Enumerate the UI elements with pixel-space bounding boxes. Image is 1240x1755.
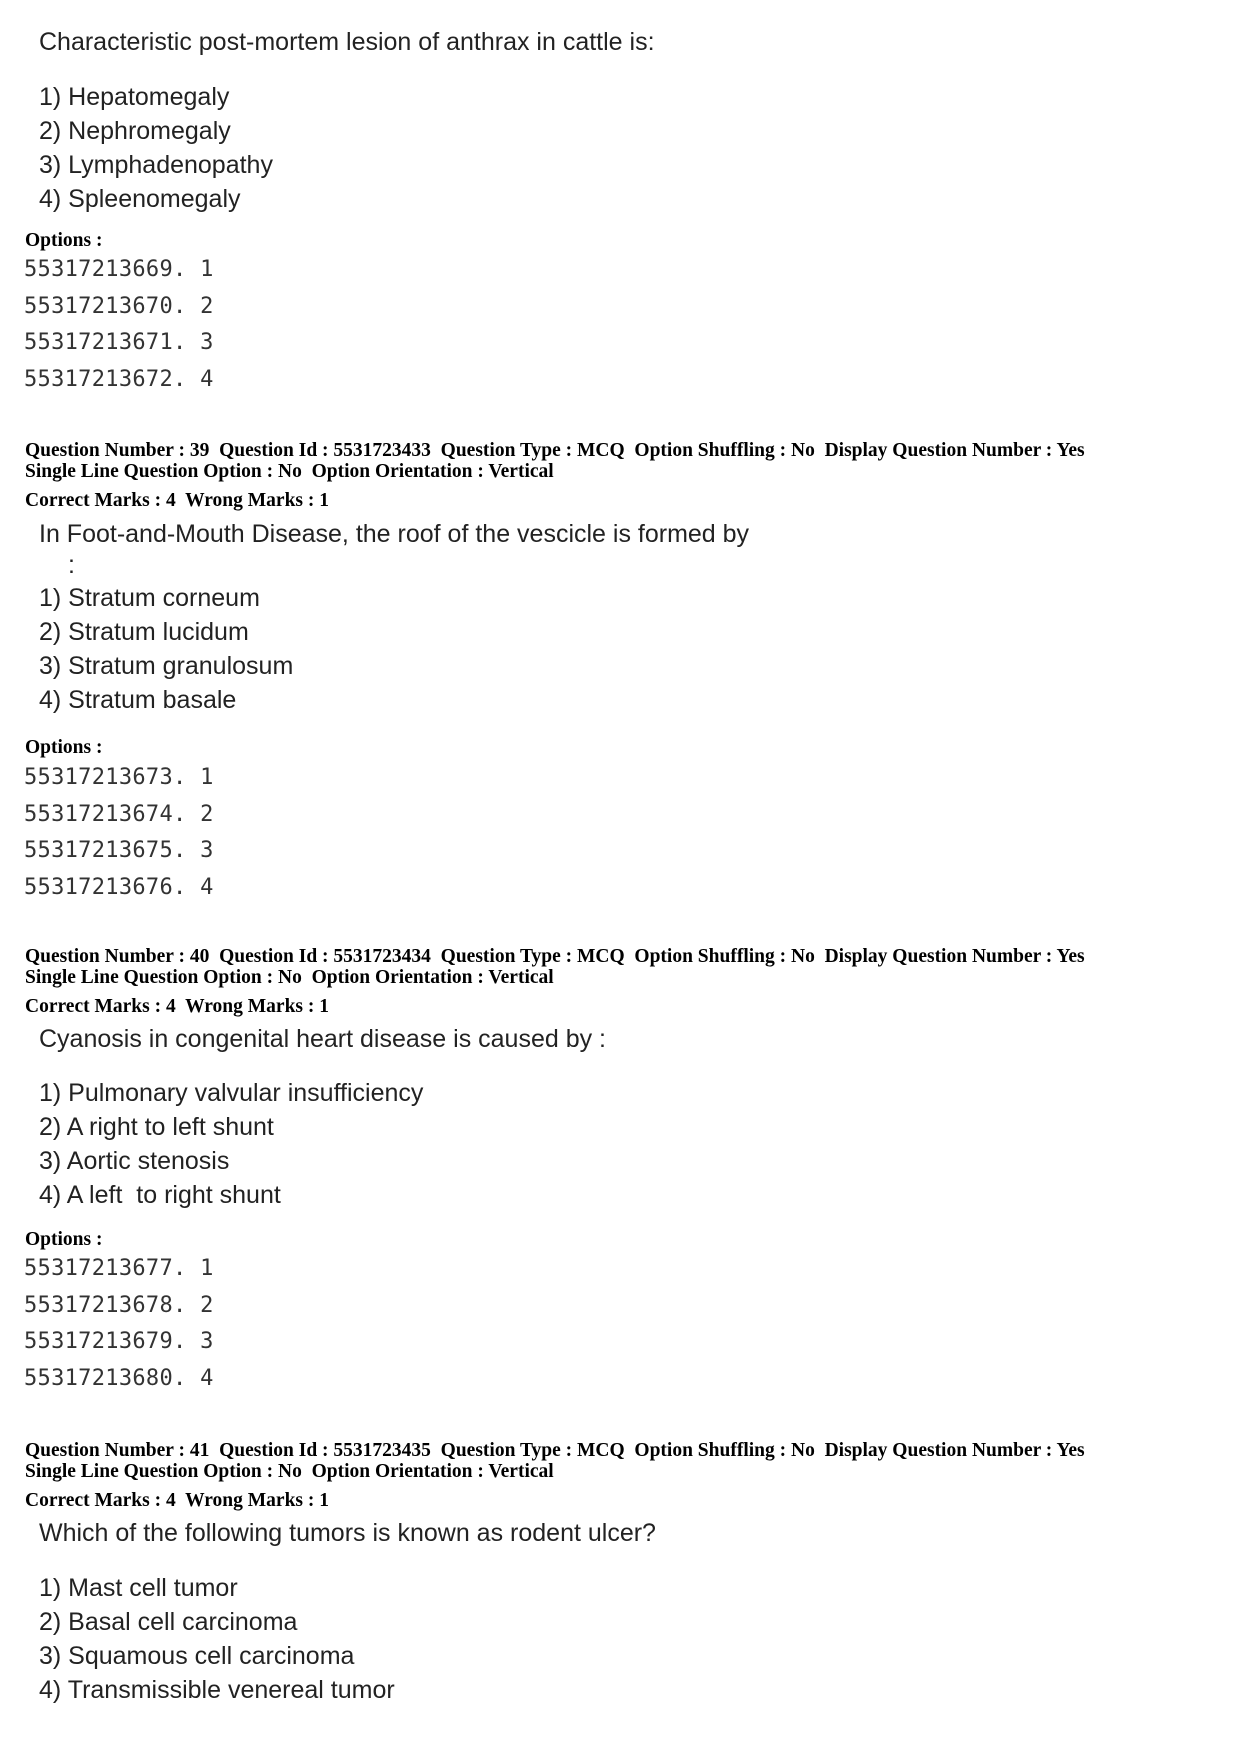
choice-2: 2) Stratum lucidum (39, 618, 249, 646)
choice-3: 3) Squamous cell carcinoma (39, 1642, 355, 1670)
marks-line: Correct Marks : 4 Wrong Marks : 1 (25, 1490, 330, 1511)
option-code-4: 55317213672. 4 (24, 367, 214, 392)
question-header-line1: Question Number : 41 Question Id : 5531723435 Question Type : MCQ Option Shuffling : No Display Question Number : Yes (25, 1440, 1085, 1461)
question-text: In Foot-and-Mouth Disease, the roof of the vescicle is formed by (39, 520, 750, 548)
choice-1: 1) Pulmonary valvular insufficiency (39, 1079, 424, 1107)
option-code-2: 55317213670. 2 (24, 294, 214, 319)
question-header-line2: Single Line Question Option : No Option Orientation : Vertical (25, 1461, 554, 1482)
choice-3: 3) Lymphadenopathy (39, 151, 273, 179)
question-header-line1: Question Number : 40 Question Id : 5531723434 Question Type : MCQ Option Shuffling : No Display Question Number : Yes (25, 946, 1085, 967)
choice-2: 2) Nephromegaly (39, 117, 231, 145)
option-code-2: 55317213674. 2 (24, 802, 214, 827)
choice-2: 2) A right to left shunt (39, 1113, 274, 1141)
options-label: Options : (25, 737, 103, 758)
option-code-3: 55317213679. 3 (24, 1329, 214, 1354)
option-code-2: 55317213678. 2 (24, 1293, 214, 1318)
choice-3: 3) Stratum granulosum (39, 652, 294, 680)
question-text: Cyanosis in congenital heart disease is caused by : (39, 1025, 606, 1053)
question-text: Characteristic post-mortem lesion of anthrax in cattle is: (39, 28, 655, 56)
question-header-line1: Question Number : 39 Question Id : 5531723433 Question Type : MCQ Option Shuffling : No Display Question Number : Yes (25, 440, 1085, 461)
options-label: Options : (25, 230, 103, 251)
option-code-3: 55317213671. 3 (24, 330, 214, 355)
option-code-3: 55317213675. 3 (24, 838, 214, 863)
choice-4: 4) A left to right shunt (39, 1181, 281, 1209)
question-text-continuation: : (68, 551, 75, 579)
choice-2: 2) Basal cell carcinoma (39, 1608, 298, 1636)
choice-1: 1) Hepatomegaly (39, 83, 230, 111)
option-code-1: 55317213677. 1 (24, 1256, 214, 1281)
option-code-1: 55317213669. 1 (24, 257, 214, 282)
option-code-4: 55317213676. 4 (24, 875, 214, 900)
marks-line: Correct Marks : 4 Wrong Marks : 1 (25, 490, 330, 511)
question-text: Which of the following tumors is known as rodent ulcer? (39, 1519, 656, 1547)
choice-4: 4) Transmissible venereal tumor (39, 1676, 395, 1704)
options-label: Options : (25, 1229, 103, 1250)
question-header-line2: Single Line Question Option : No Option Orientation : Vertical (25, 461, 554, 482)
choice-4: 4) Spleenomegaly (39, 185, 241, 213)
choice-1: 1) Mast cell tumor (39, 1574, 238, 1602)
choice-1: 1) Stratum corneum (39, 584, 260, 612)
question-header-line2: Single Line Question Option : No Option Orientation : Vertical (25, 967, 554, 988)
marks-line: Correct Marks : 4 Wrong Marks : 1 (25, 996, 330, 1017)
choice-4: 4) Stratum basale (39, 686, 237, 714)
option-code-4: 55317213680. 4 (24, 1366, 214, 1391)
option-code-1: 55317213673. 1 (24, 765, 214, 790)
choice-3: 3) Aortic stenosis (39, 1147, 230, 1175)
